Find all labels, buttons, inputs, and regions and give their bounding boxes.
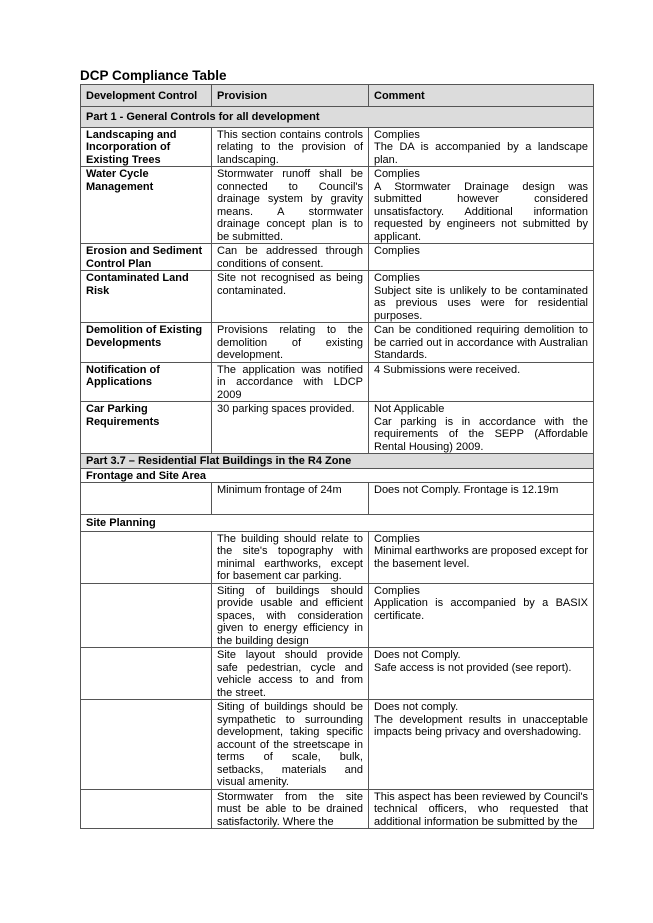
comment-cell [369,362,594,402]
table-row [81,323,594,363]
provision-cell: Siting of buildings should provide usable and efficient spaces, with consideration given to energy efficiency in the building design [212,583,369,648]
control-cell-empty [81,531,212,583]
comment-cell: Does not Comply. Frontage is 12.19m [369,483,594,515]
control-cell: Contaminated Land Risk [81,271,212,323]
comment-cell [369,167,594,244]
table-header-row [81,85,594,107]
control-cell-empty [81,583,212,648]
comment-detail: Subject site is unlikely to be contaminated as previous uses were for residential purposes. [374,284,588,322]
header-development-control: Development Control [81,85,212,107]
subsection-site-planning [81,515,594,532]
provision-cell: 30 parking spaces provided. [212,402,369,454]
provision-cell: This section contains controls relating to the provision of landscaping. [212,127,369,167]
table-row [81,362,594,402]
comment-status: Complies [374,272,420,284]
table-row [81,700,594,790]
header-comment: Comment [369,85,594,107]
comment-cell [369,583,594,648]
comment-status: Complies [374,584,420,597]
provision-cell: Stormwater runoff shall be connected to Council's drainage system by gravity means. A stormwater drainage concept plan is to be submitted. [212,167,369,244]
comment-cell [369,789,594,829]
control-cell: Erosion and Sediment Control Plan [81,244,212,271]
provision-cell: Can be addressed through conditions of consent. [212,244,369,271]
comment-cell [369,648,594,700]
comment-status: Complies [374,532,420,545]
comment-cell [369,323,594,363]
comment-status: Complies [374,245,420,257]
control-cell-empty [81,483,212,515]
section-heading-part3-7 [81,454,594,469]
control-cell: Water Cycle Management [81,167,212,244]
subsection-frontage [81,468,594,483]
comment-status: This aspect has been reviewed by Council's technical officers, who requested that additional information be submitted by the [374,790,588,828]
section-heading-part1 [81,107,594,128]
comment-detail: Safe access is not provided (see report). [374,661,572,674]
provision-cell: The building should relate to the site's topography with minimal earthworks, except for basement car parking. [212,531,369,583]
provision-cell: The application was notified in accordance with LDCP 2009 [212,362,369,402]
provision-cell: Provisions relating to the demolition of existing development. [212,323,369,363]
table-row [81,244,594,271]
comment-detail: The development results in unacceptable impacts being privacy and overshadowing. [374,713,588,738]
section-title: Part 3.7 – Residential Flat Buildings in the R4 Zone [81,454,594,469]
comment-status: Does not Comply. [374,649,461,661]
table-row [81,483,594,515]
provision-cell: Minimum frontage of 24m [212,483,369,515]
comment-cell [369,244,594,271]
comment-status: Complies [374,128,420,141]
comment-status: Does not comply. [374,701,459,713]
control-cell: Demolition of Existing Developments [81,323,212,363]
table-row [81,402,594,454]
comment-status: 4 Submissions were received. [374,363,521,376]
comment-status: Complies [374,168,420,180]
comment-detail: Car parking is in accordance with the requirements of the SEPP (Affordable Rental Housing) 2009. [374,415,588,453]
table-row [81,648,594,700]
control-cell: Notification of Applications [81,362,212,402]
comment-cell [369,271,594,323]
comment-status: Not Applicable [374,403,445,415]
table-row [81,167,594,244]
control-cell: Car Parking Requirements [81,402,212,454]
table-row [81,127,594,167]
comment-detail: Minimal earthworks are proposed except for the basement level. [374,545,588,570]
comment-status: Can be conditioned requiring demolition to be carried out in accordance with Australian Standards. [374,324,588,361]
control-cell-empty [81,648,212,700]
comment-cell [369,531,594,583]
dcp-compliance-table [80,84,594,829]
subsection-title: Site Planning [81,515,594,532]
table-row [81,789,594,829]
table-row [81,583,594,648]
control-cell: Landscaping and Incorporation of Existing Trees [81,127,212,167]
subsection-title: Frontage and Site Area [81,468,594,483]
comment-cell [369,402,594,454]
comment-detail: A Stormwater Drainage design was submitted however considered unsatisfactory. Additional information requested by engineers not submitted by applicant. [374,180,588,243]
provision-cell: Siting of buildings should be sympathetic to surrounding development, taking specific account of the streetscape in terms of scale, bulk, setbacks, materials and visual amenity. [212,700,369,790]
table-row [81,271,594,323]
control-cell-empty [81,789,212,829]
document-title: DCP Compliance Table [80,68,227,83]
comment-detail: Application is accompanied by a BASIX certificate. [374,597,588,622]
comment-detail: The DA is accompanied by a landscape plan. [374,141,588,166]
provision-cell: Site layout should provide safe pedestrian, cycle and vehicle access to and from the street. [212,648,369,700]
provision-cell: Stormwater from the site must be able to be drained satisfactorily. Where the [212,789,369,829]
provision-cell: Site not recognised as being contaminated. [212,271,369,323]
comment-cell [369,700,594,790]
comment-cell [369,127,594,167]
header-provision: Provision [212,85,369,107]
control-cell-empty [81,700,212,790]
section-title: Part 1 - General Controls for all development [81,107,594,128]
table-row [81,531,594,583]
